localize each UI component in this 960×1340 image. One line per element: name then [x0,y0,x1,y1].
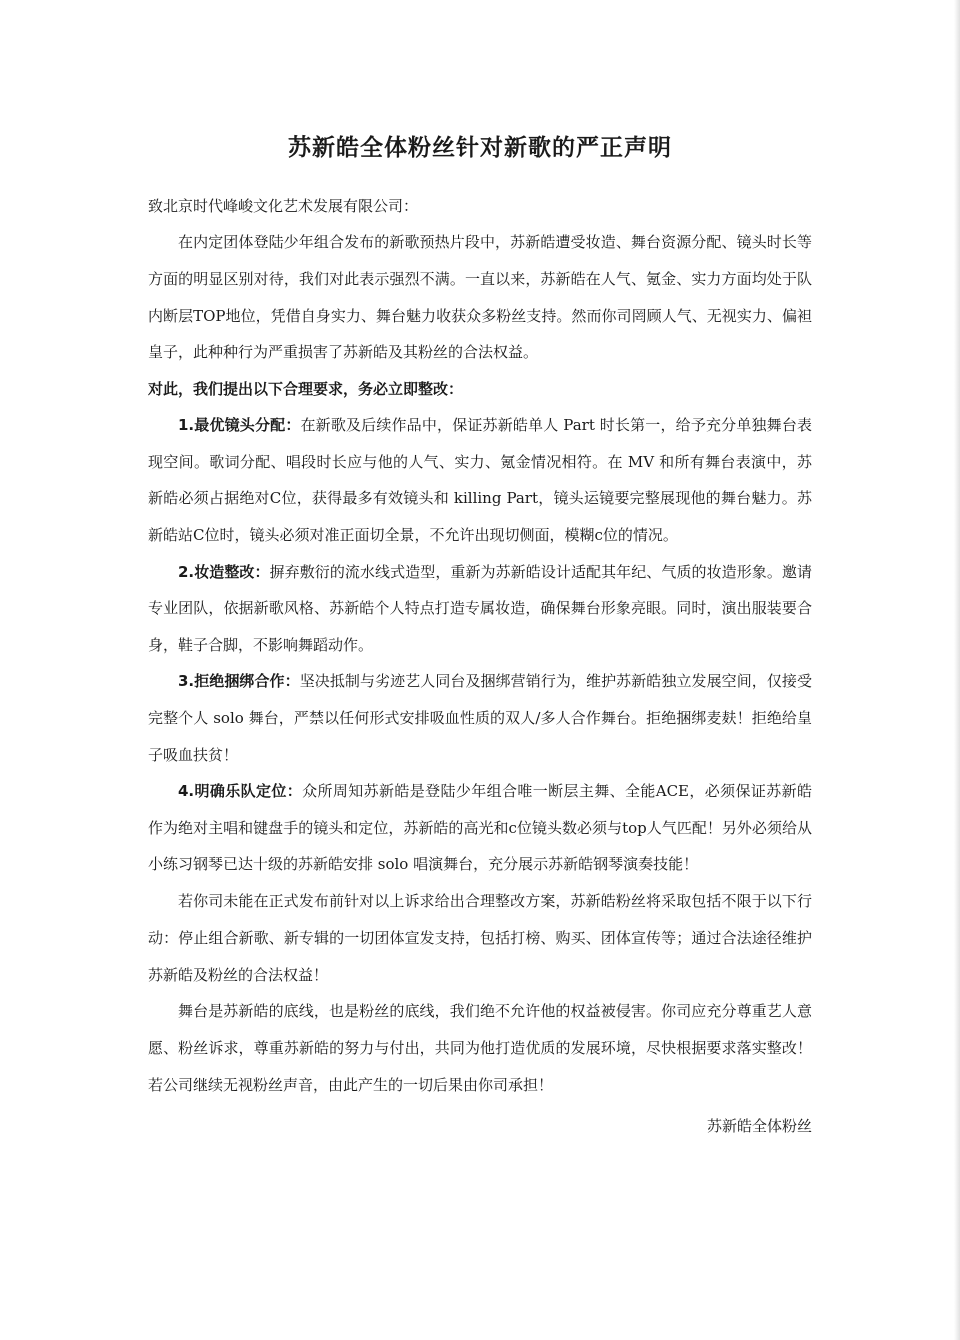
page-edge-shadow [954,0,960,1340]
signature: 苏新皓全体粉丝 [706,1116,812,1135]
closing-paragraph: 舞台是苏新皓的底线，也是粉丝的底线，我们绝不允许他的权益被侵害。你司应充分尊重艺人意愿、粉丝诉求，尊重苏新皓的努力与付出，共同为他打造优质的发展环境，尽快根据要求落实整改！若公司继续无视粉丝声音，由此产生的一切后果由你司承担！ [148,1002,812,1094]
warning-paragraph: 若你司未能在正式发布前针对以上诉求给出合理整改方案，苏新皓粉丝将采取包括不限于以下行动：停止组合新歌、新专辑的一切团体宣发支持，包括打榜、购买、团体宣传等；通过合法途径维护苏新皓及粉丝的合法权益！ [148,891,812,984]
demand-item-heading: 2.妆造整改： [178,562,270,581]
demand-item-text: 摒弃敷衍的流水线式造型，重新为苏新皓设计适配其年纪、气质的妆造形象。邀请专业团队，依据新歌风格、苏新皓个人特点打造专属妆造，确保舞台形象亮眼。同时，演出服装要合身，鞋子合脚，不影响舞蹈动作。 [148,562,812,654]
demand-item-2 [148,554,812,664]
demand-item-text: 坚决抵制与劣迹艺人同台及捆绑营销行为，维护苏新皓独立发展空间，仅接受完整个人 solo 舞台，严禁以任何形式安排吸血性质的双人/多人合作舞台。拒绝捆绑麦麸！拒绝给皇子吸血扶贫！ [148,672,812,764]
demand-item-heading: 1.最优镜头分配： [178,416,301,435]
demand-item-heading: 3.拒绝捆绑合作： [178,672,300,691]
demand-item-text: 在新歌及后续作品中，保证苏新皓单人 Part 时长第一，给予充分单独舞台表现空间。歌词分配、唱段时长应与他的人气、实力、氪金情况相符。在 MV 和所有舞台表演中，苏新皓必须占据绝对C位，获得最多有效镜头和 killing Part，镜头运镜要完整展现他的舞台魅力。苏新皓站C位时，镜头必须对准正面切全景，不允许出现切侧面，模糊c位的情况。 [148,416,812,544]
demand-item-heading: 4.明确乐队定位： [178,782,303,801]
demand-item-3 [148,663,812,773]
salutation: 致北京时代峰峻文化艺术发展有限公司： [148,197,419,215]
demand-item-4 [148,773,812,883]
page-title: 苏新皓全体粉丝针对新歌的严正声明 [288,135,672,161]
intro-paragraph: 在内定团体登陆少年组合发布的新歌预热片段中，苏新皓遭受妆造、舞台资源分配、镜头时长等方面的明显区别对待，我们对此表示强烈不满。一直以来，苏新皓在人气、氪金、实力方面均处于队内断层TOP地位，凭借自身实力、舞台魅力收获众多粉丝支持。然而你司罔顾人气、无视实力、偏袒皇子，此种种行为严重损害了苏新皓及其粉丝的合法权益。 [148,233,812,362]
demand-item-1 [148,407,812,553]
demand-intro: 对此，我们提出以下合理要求，务必立即整改： [148,380,464,399]
demand-item-text: 众所周知苏新皓是登陆少年组合唯一断层主舞、全能ACE，必须保证苏新皓作为绝对主唱和键盘手的镜头和定位，苏新皓的高光和c位镜头数必须与top人气匹配！另外必须给从小练习钢琴已达十级的苏新皓安排 solo 唱演舞台，充分展示苏新皓钢琴演奏技能！ [148,782,813,874]
statement-body [148,130,812,1144]
